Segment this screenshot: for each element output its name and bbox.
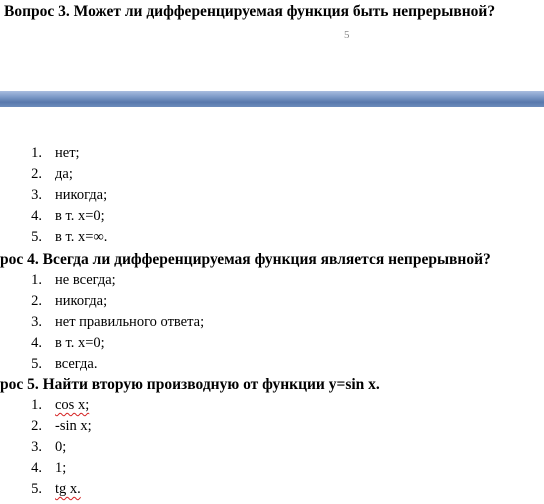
question-5-heading: рос 5. Найти вторую производную от функции y=sin x. [0, 376, 380, 393]
page-top [0, 0, 544, 90]
question-4-heading: рос 4. Всегда ли дифференцируемая функция является непрерывной? [0, 251, 491, 268]
list-item-text: в т. x=∞. [55, 229, 108, 245]
list-item-number: 3. [31, 314, 42, 330]
list-item-text: cos x; [55, 397, 90, 413]
list-item-number: 5. [31, 481, 42, 497]
page-number: 5 [344, 29, 350, 41]
list-item-number: 1. [31, 272, 42, 288]
list-item-text: 0; [55, 439, 67, 455]
list-item-text: всегда. [55, 356, 98, 372]
list-item-text: не всегда; [55, 272, 116, 288]
list-item-text: в т. x=0; [55, 335, 105, 351]
list-item-number: 5. [31, 229, 42, 245]
list-item-text: tg x. [55, 481, 81, 497]
question-3-heading: Вопрос 3. Может ли дифференцируемая функция быть непрерывной? [4, 3, 496, 20]
list-item-number: 2. [31, 418, 42, 434]
list-item-text: нет правильного ответа; [55, 314, 205, 330]
list-item-number: 3. [31, 439, 42, 455]
list-item-number: 4. [31, 335, 42, 351]
list-item-text: никогда; [55, 187, 108, 203]
list-item-number: 4. [31, 460, 42, 476]
list-item-number: 4. [31, 208, 42, 224]
list-item-text: нет; [55, 145, 80, 161]
list-item-number: 1. [31, 397, 42, 413]
list-item-text: -sin x; [55, 418, 92, 434]
list-item-number: 1. [31, 145, 42, 161]
list-item-text: в т. x=0; [55, 208, 105, 224]
list-item-number: 5. [31, 356, 42, 372]
list-item-text: 1; [55, 460, 67, 476]
list-item-text: никогда; [55, 293, 108, 309]
list-item-number: 2. [31, 166, 42, 182]
list-item-number: 3. [31, 187, 42, 203]
list-item-number: 2. [31, 293, 42, 309]
list-item-text: да; [55, 166, 73, 182]
page-break-separator [0, 91, 544, 107]
